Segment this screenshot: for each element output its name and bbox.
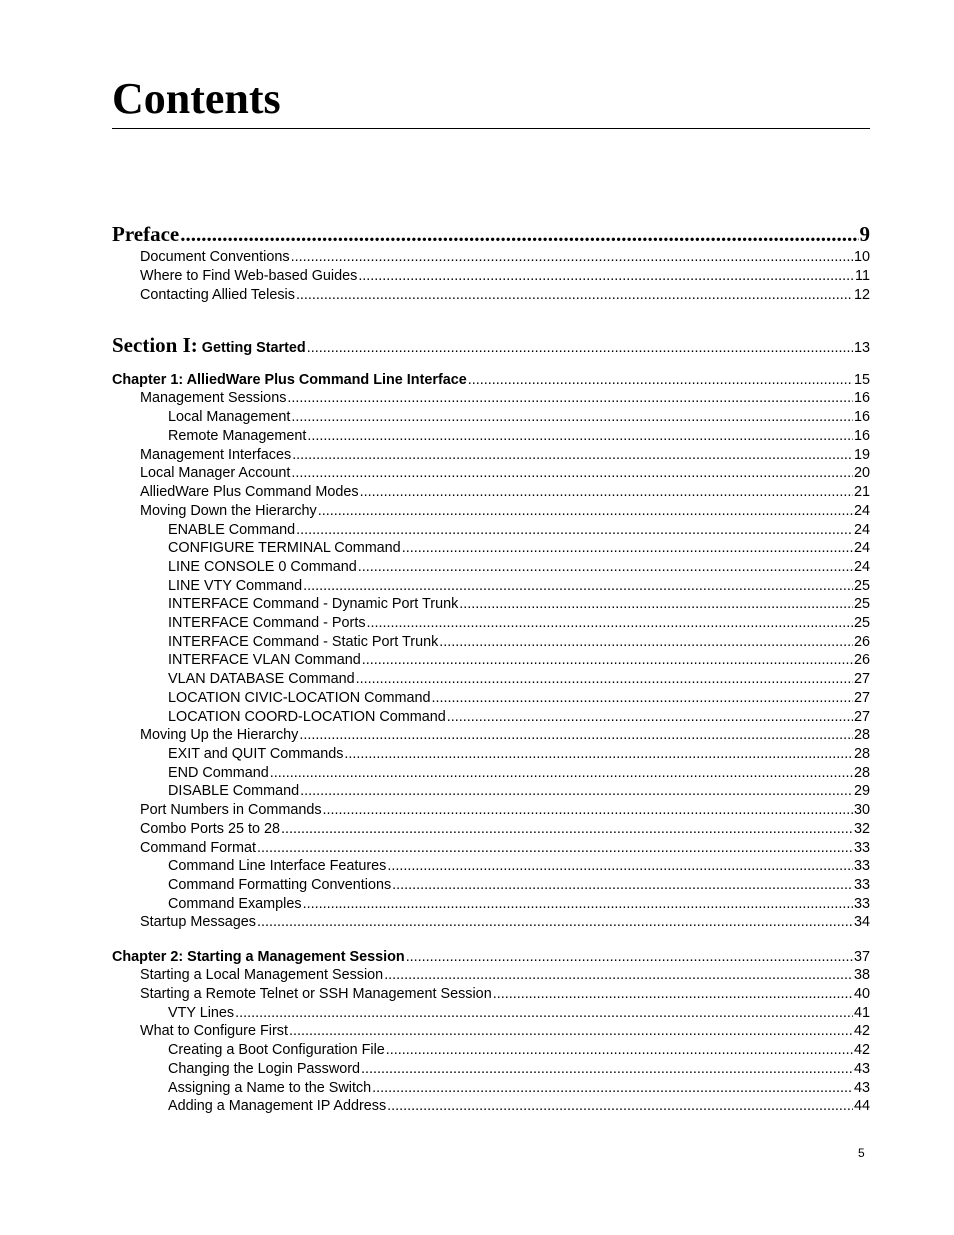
leader-dots [257,913,853,931]
toc-entry-page: 33 [853,896,870,912]
toc-entry-page: 38 [853,967,870,983]
toc-entry[interactable] [112,1041,870,1059]
leader-dots [180,222,858,246]
toc-entry-page: 32 [853,821,870,837]
section-prefix: Section I: [112,333,198,357]
toc-entry[interactable] [112,782,870,800]
leader-dots [270,764,853,782]
leader-dots [303,577,853,595]
leader-dots [387,1097,853,1115]
toc-entry-label: Command Formatting Conventions [168,877,392,893]
leader-dots [323,801,853,819]
toc-entry-label: Starting a Remote Telnet or SSH Management Session [140,986,492,1002]
toc-entry-label: Where to Find Web-based Guides [140,268,358,284]
toc-entry-label: AlliedWare Plus Command Modes [140,484,359,500]
toc-entry-label: INTERFACE VLAN Command [168,652,361,668]
toc-entry-page: 13 [853,340,870,356]
leader-dots [493,985,853,1003]
toc-entry-page: 44 [853,1098,870,1114]
toc-entry-page: 16 [853,428,870,444]
toc-entry[interactable] [112,726,870,744]
toc-entry-page: 19 [853,447,870,463]
leader-dots [257,839,853,857]
toc-entry-page: 33 [853,877,870,893]
leader-dots [386,1041,853,1059]
toc-entry[interactable] [112,985,870,1003]
toc-entry[interactable] [112,539,870,557]
toc-entry-page: 42 [853,1023,870,1039]
toc-entry-label: Command Format [140,840,256,856]
toc-entry-label: INTERFACE Command - Static Port Trunk [168,634,439,650]
toc-entry[interactable] [112,483,870,501]
toc-entry[interactable] [112,1060,870,1078]
toc-entry-label: What to Configure First [140,1023,288,1039]
toc-entry-label: LOCATION CIVIC-LOCATION Command [168,690,431,706]
leader-dots [296,286,853,304]
toc-entry-label: Moving Up the Hierarchy [140,727,299,743]
toc-entry[interactable] [112,577,870,595]
leader-dots [307,427,853,445]
title-rule [112,128,870,129]
toc-entry-label: Contacting Allied Telesis [140,287,295,303]
leader-dots [361,1060,853,1078]
toc-entry-label: EXIT and QUIT Commands [168,746,344,762]
toc-entry-label: VTY Lines [168,1005,235,1021]
toc-entry[interactable] [112,689,870,707]
leader-dots [291,248,853,266]
toc-entry[interactable] [112,708,870,726]
toc-entry-label: DISABLE Command [168,783,300,799]
toc-entry-page: 25 [853,615,870,631]
page-number: 5 [858,1146,865,1160]
toc-entry-label: LOCATION COORD-LOCATION Command [168,709,446,725]
toc-entry-label: Changing the Login Password [168,1061,361,1077]
leader-dots [362,651,853,669]
toc-entry-label: Remote Management [168,428,307,444]
toc-entry-page: 16 [853,390,870,406]
leader-dots [367,614,853,632]
toc-entry-page: 25 [853,578,870,594]
toc-entry[interactable] [112,670,870,688]
toc-entry-label: END Command [168,765,269,781]
toc-entry-page: 29 [853,783,870,799]
toc-entry-page: 9 [859,222,870,246]
toc-entry[interactable] [112,876,870,894]
toc-entry-page: 11 [855,268,870,284]
toc-entry[interactable] [112,745,870,763]
leader-dots [291,408,853,426]
leader-dots [439,633,853,651]
page-title: Contents [112,74,281,123]
toc-entry-page: 24 [853,559,870,575]
leader-dots [447,708,853,726]
toc-entry-label: CONFIGURE TERMINAL Command [168,540,401,556]
leader-dots [318,502,853,520]
leader-dots [287,389,853,407]
toc-entry-page: 28 [853,746,870,762]
toc-entry[interactable] [112,801,870,819]
toc-entry-page: 28 [853,727,870,743]
toc-entry-page: 33 [853,840,870,856]
toc-entry-label: VLAN DATABASE Command [168,671,355,687]
toc-entry-page: 10 [853,249,870,265]
toc-entry-label: Port Numbers in Commands [140,802,322,818]
toc-entry[interactable] [112,408,870,426]
toc-entry[interactable] [112,1022,870,1040]
leader-dots [459,595,853,613]
toc-entry-label: Document Conventions [140,249,290,265]
leader-dots [344,745,853,763]
section-title: Getting Started [201,340,306,356]
toc-entry-page: 27 [853,690,870,706]
toc-entry[interactable] [112,464,870,482]
toc-entry[interactable] [112,1004,870,1022]
leader-dots [307,336,853,360]
toc-entry[interactable] [112,286,870,304]
leader-dots [406,948,853,966]
toc-entry-label: Creating a Boot Configuration File [168,1042,385,1058]
toc-entry-page: 34 [853,914,870,930]
leader-dots [384,966,853,984]
leader-dots [303,895,853,913]
toc-entry-label: Combo Ports 25 to 28 [140,821,280,837]
toc-entry-page: 20 [853,465,870,481]
toc-entry-page: 27 [853,671,870,687]
toc-entry[interactable] [112,267,870,285]
toc-entry-page: 42 [853,1042,870,1058]
toc-entry-label: Adding a Management IP Address [168,1098,387,1114]
toc-entry-label: Preface [112,222,180,246]
toc-section-label [112,333,306,360]
toc-entry-page: 28 [853,765,870,781]
toc-entry[interactable] [112,1079,870,1097]
toc-entry-label: Chapter 1: AlliedWare Plus Command Line Interface [112,372,467,388]
toc-entry-label: Moving Down the Hierarchy [140,503,317,519]
toc-entry-page: 33 [853,858,870,874]
toc-entry-label: Command Examples [168,896,302,912]
toc-entry-label: Local Manager Account [140,465,291,481]
toc-entry-label: Assigning a Name to the Switch [168,1080,372,1096]
toc-entry[interactable] [112,764,870,782]
toc-entry[interactable] [112,633,870,651]
toc-entry[interactable] [112,857,870,875]
toc-entry-label: LINE CONSOLE 0 Command [168,559,357,575]
toc-entry-page: 26 [853,652,870,668]
toc-entry[interactable] [112,502,870,520]
toc-entry-label: Startup Messages [140,914,256,930]
toc-entry-page: 27 [853,709,870,725]
toc-entry-preface[interactable] [112,222,870,246]
leader-dots [289,1022,853,1040]
leader-dots [299,726,853,744]
leader-dots [358,267,854,285]
toc-entry[interactable] [112,966,870,984]
toc-entry-page: 30 [853,802,870,818]
toc-entry[interactable] [112,1097,870,1115]
leader-dots [372,1079,853,1097]
toc-entry-page: 12 [853,287,870,303]
toc-entry-section-1[interactable] [112,333,870,360]
toc-entry[interactable] [112,521,870,539]
toc-entry-page: 25 [853,596,870,612]
toc-entry[interactable] [112,427,870,445]
toc-entry-page: 16 [853,409,870,425]
toc-entry-page: 24 [853,503,870,519]
toc-entry-label: INTERFACE Command - Ports [168,615,366,631]
toc-entry[interactable] [112,820,870,838]
leader-dots [432,689,853,707]
toc-entry-page: 26 [853,634,870,650]
toc-entry-label: Chapter 2: Starting a Management Session [112,949,405,965]
toc-entry-page: 43 [853,1080,870,1096]
toc-entry[interactable] [112,614,870,632]
toc-entry[interactable] [112,895,870,913]
toc-entry-page: 15 [853,372,870,388]
leader-dots [291,464,853,482]
leader-dots [356,670,853,688]
toc-entry[interactable] [112,913,870,931]
leader-dots [392,876,853,894]
toc-entry-page: 43 [853,1061,870,1077]
toc-entry-chapter-2[interactable] [112,948,870,966]
toc-entry-label: Management Interfaces [140,447,292,463]
leader-dots [235,1004,853,1022]
toc-entry-page: 24 [853,540,870,556]
leader-dots [292,446,853,464]
toc-entry-page: 40 [853,986,870,1002]
toc-entry-label: Starting a Local Management Session [140,967,384,983]
toc-entry-page: 37 [853,949,870,965]
toc-entry-label: INTERFACE Command - Dynamic Port Trunk [168,596,459,612]
leader-dots [468,371,853,389]
toc-entry[interactable] [112,446,870,464]
leader-dots [281,820,853,838]
toc-entry-label: Management Sessions [140,390,287,406]
toc-entry[interactable] [112,389,870,407]
leader-dots [296,521,853,539]
toc-entry[interactable] [112,248,870,266]
leader-dots [358,558,853,576]
toc-entry-page: 24 [853,522,870,538]
toc-entry-label: Command Line Interface Features [168,858,387,874]
leader-dots [387,857,853,875]
toc-entry-label: ENABLE Command [168,522,296,538]
toc-entry[interactable] [112,651,870,669]
toc-entry-page: 21 [853,484,870,500]
toc-entry-page: 41 [853,1005,870,1021]
toc-entry[interactable] [112,558,870,576]
leader-dots [402,539,853,557]
toc-entry-label: Local Management [168,409,291,425]
toc-entry[interactable] [112,595,870,613]
toc-entry-chapter-1[interactable] [112,371,870,389]
toc-entry[interactable] [112,839,870,857]
leader-dots [360,483,853,501]
toc-entry-label: LINE VTY Command [168,578,303,594]
leader-dots [300,782,853,800]
